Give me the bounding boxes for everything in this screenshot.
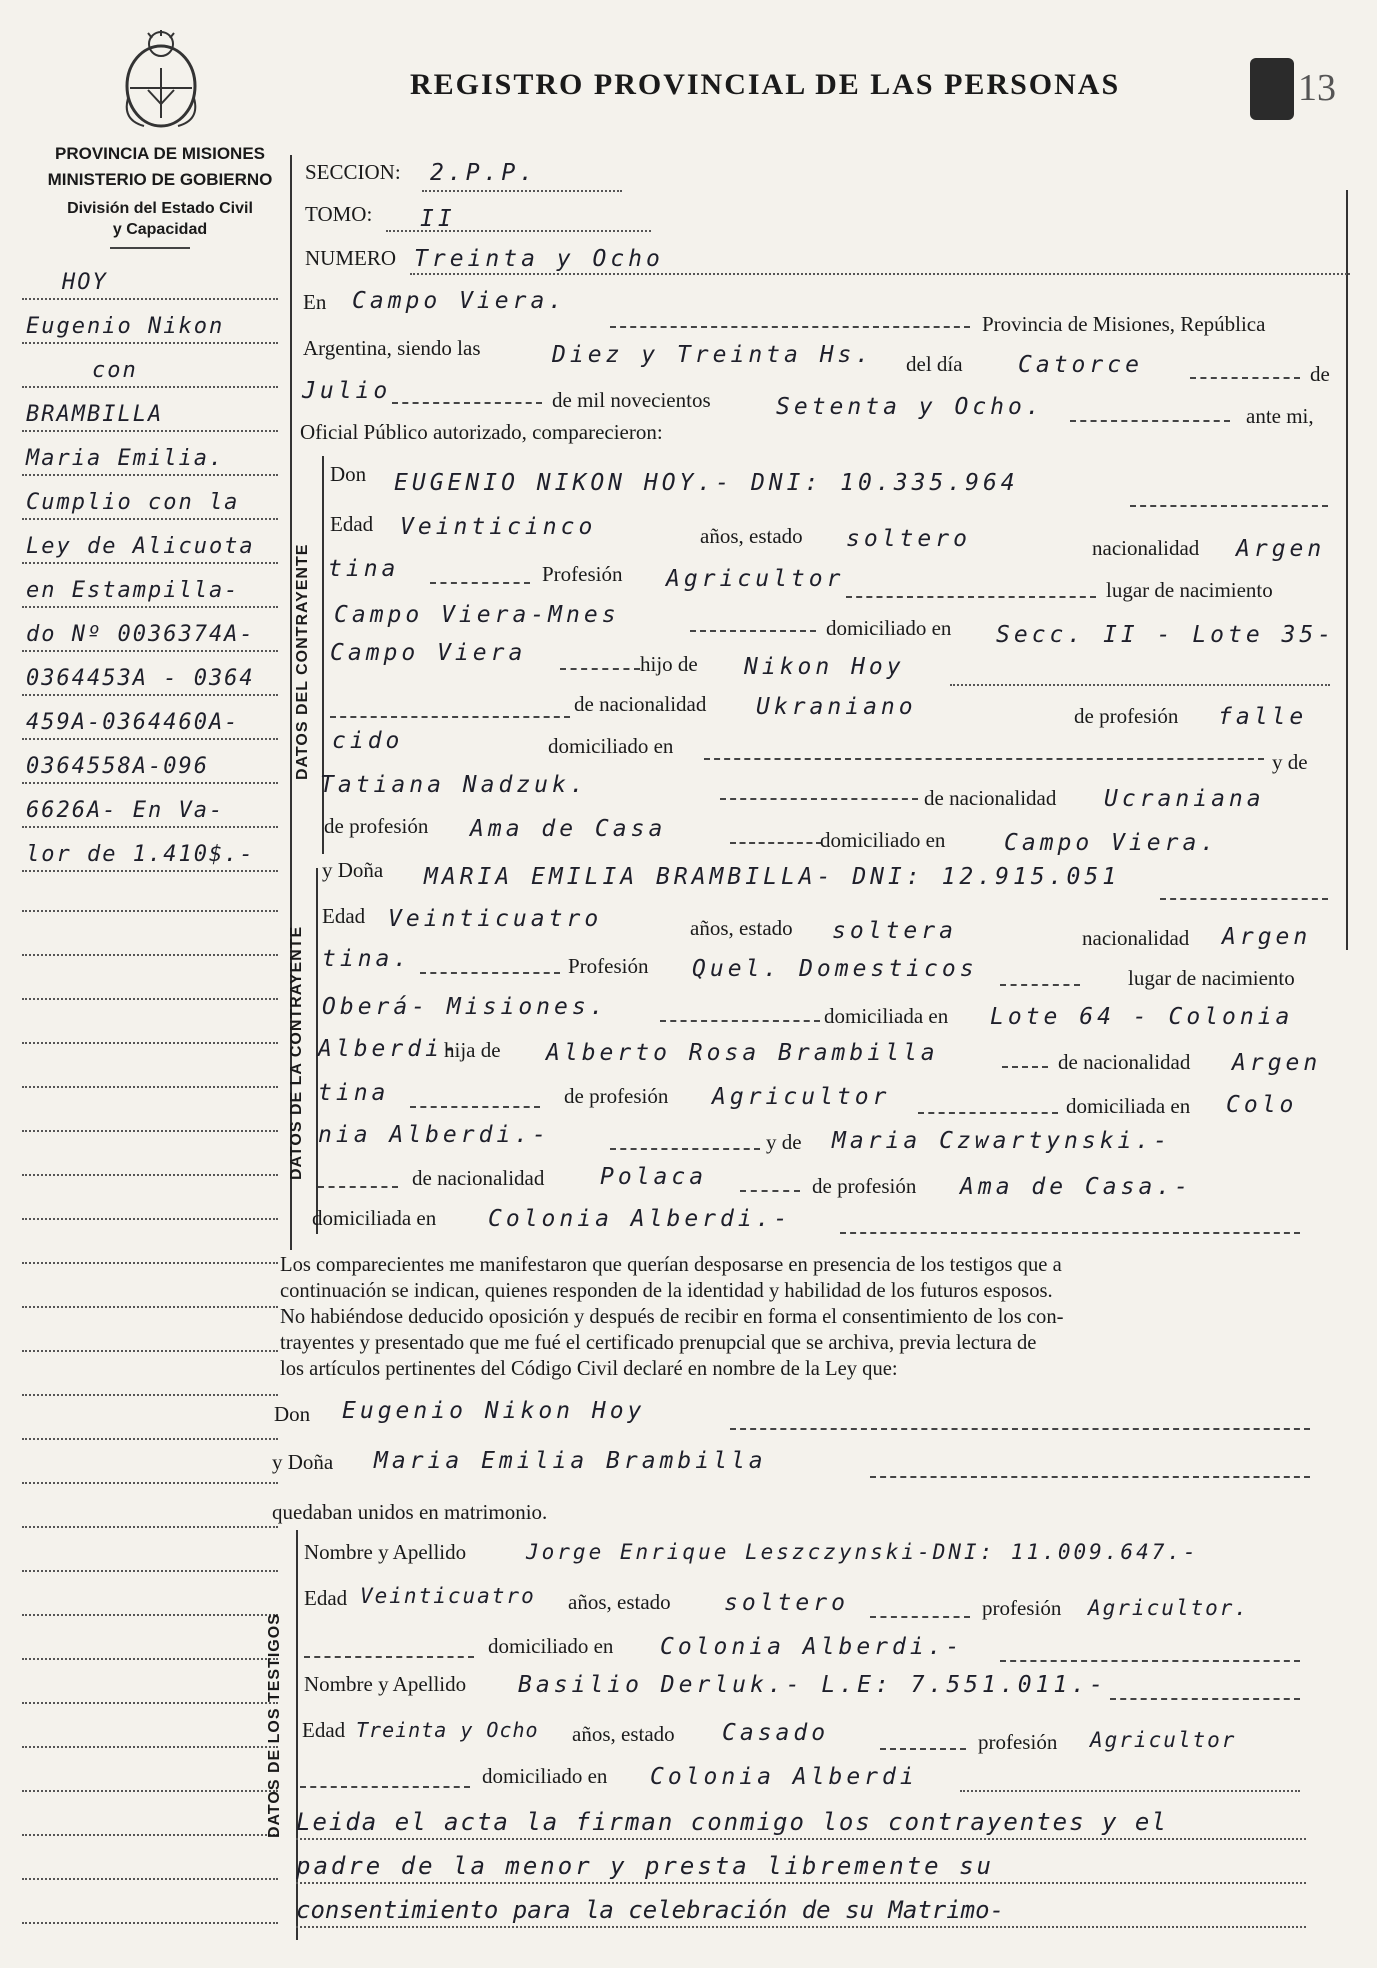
groom-nat-2: tina — [328, 556, 400, 582]
month-value: Julio — [302, 378, 392, 404]
groom-father: Nikon Hoy — [744, 654, 905, 680]
bride-father-prof-line — [918, 1112, 1058, 1114]
margin-note: do Nº 0036374A- — [22, 620, 278, 652]
groom-nat-1: Argen — [1236, 536, 1326, 562]
day-line — [1190, 377, 1300, 379]
w2-dom-prefix-line — [300, 1786, 470, 1788]
w2-age: Treinta y Ocho — [356, 1718, 539, 1742]
contrayente-section-label: DATOS DEL CONTRAYENTE — [294, 543, 311, 780]
margin-note: Eugenio Nikon — [22, 312, 278, 344]
bride-father-dom-label: domiciliada en — [1066, 1094, 1191, 1118]
w2-anos-estado: años, estado — [572, 1722, 675, 1746]
bride-age: Veinticuatro — [388, 906, 603, 932]
mother-prof-label: de profesión — [324, 814, 429, 838]
mother-prof-line — [730, 842, 822, 844]
w1-profession: Agricultor. — [1088, 1596, 1250, 1620]
birthplace-line — [690, 630, 816, 632]
groom-birthplace: Campo Viera-Mnes — [334, 602, 620, 628]
provincia-text: Provincia de Misiones, República — [982, 312, 1266, 336]
w2-address-line — [960, 1790, 1300, 1792]
year-value: Setenta y Ocho. — [776, 394, 1044, 420]
page-title: REGISTRO PROVINCIAL DE LAS PERSONAS — [410, 68, 1121, 101]
coat-of-arms-icon — [118, 28, 204, 132]
w1-domiciliado-label: domiciliado en — [488, 1634, 614, 1658]
father-dom-label: domiciliado en — [548, 734, 674, 758]
bride-birthplace: Oberá- Misiones. — [322, 994, 608, 1020]
legal-line: No habiéndose deducido oposición y después de recibir en forma el consentimiento de los con- — [280, 1306, 1064, 1328]
legal-line: Los comparecientes me manifestaron que querían desposarse en presencia de los testigos que a — [280, 1254, 1062, 1276]
nacionalidad-label: nacionalidad — [1092, 536, 1200, 560]
domiciliado-label: domiciliado en — [826, 616, 952, 640]
margin-note: HOY — [22, 268, 278, 300]
groom-age: Veinticinco — [400, 514, 597, 540]
bride-father-line — [1002, 1066, 1048, 1068]
address-line — [560, 668, 640, 670]
margin-note: en Estampilla- — [22, 576, 278, 608]
right-border — [1346, 190, 1348, 950]
bride-name: MARIA EMILIA BRAMBILLA- DNI: 12.915.051 — [424, 864, 1121, 890]
margin-note: 6626A- En Va- — [22, 796, 278, 828]
bride-mother-dom-label: domiciliada en — [312, 1206, 437, 1230]
groom-father-prof-1: falle — [1218, 704, 1308, 730]
w1-address-line — [1000, 1660, 1300, 1662]
bride-mother-nat-label: de nacionalidad — [412, 1166, 545, 1190]
bride-profession: Quel. Domesticos — [692, 956, 978, 982]
groom-status: soltero — [846, 526, 971, 552]
groom-address-1: Secc. II - Lote 35- — [996, 622, 1336, 648]
w1-name: Jorge Enrique Leszczynski-DNI: 11.009.647.- — [526, 1540, 1199, 1564]
bride-nat-2: tina. — [322, 946, 412, 972]
w1-anos-estado: años, estado — [568, 1590, 671, 1614]
numero-label: NUMERO — [305, 246, 397, 270]
groom-father-nat: Ukraniano — [756, 694, 917, 720]
margin-note: BRAMBILLA — [22, 400, 278, 432]
bride-name-line — [1160, 898, 1328, 900]
bride-father-nat-1: Argen — [1232, 1050, 1322, 1076]
legal-groom-line — [730, 1428, 1310, 1430]
closing-line — [296, 1926, 1306, 1928]
division-label-2: y Capacidad — [112, 221, 208, 238]
legal-groom: Eugenio Nikon Hoy — [342, 1398, 646, 1424]
bride-status: soltera — [832, 918, 957, 944]
w2-profesion-label: profesión — [978, 1730, 1058, 1754]
hija-label: hija de — [444, 1038, 501, 1062]
argentina-siendo: Argentina, siendo las — [303, 336, 481, 360]
w2-name: Basilio Derluk.- L.E: 7.551.011.- — [518, 1672, 1107, 1698]
groom-father-prof-2: cido — [332, 728, 404, 754]
anos-estado-label: años, estado — [700, 524, 803, 548]
bride-father-nat-2: tina — [318, 1080, 390, 1106]
page-number: 13 — [1298, 67, 1336, 109]
bride-y-de-label: y de — [766, 1130, 802, 1154]
margin-note: con — [22, 356, 278, 388]
testigos-section-label: DATOS DE LOS TESTIGOS — [266, 1613, 283, 1838]
legal-bride: Maria Emilia Brambilla — [374, 1448, 767, 1474]
ministry-label: MINISTERIO DE GOBIERNO — [47, 170, 273, 189]
bride-address-1: Lote 64 - Colonia — [990, 1004, 1294, 1030]
bride-lugar-label: lugar de nacimiento — [1128, 966, 1295, 990]
legal-dona-label: y Doña — [272, 1450, 334, 1474]
en-label: En — [303, 290, 327, 314]
margin-note: Maria Emilia. — [22, 444, 278, 476]
tomo-line — [386, 230, 651, 232]
w1-age: Veinticuatro — [360, 1584, 536, 1608]
closing-line — [296, 1882, 1306, 1884]
y-de-label: y de — [1272, 750, 1308, 774]
tomo-label: TOMO: — [305, 202, 373, 226]
bride-mother-nat-line — [740, 1190, 800, 1192]
closing-line — [296, 1838, 1306, 1840]
bride-father-prof: Agricultor — [712, 1084, 891, 1110]
day-value: Catorce — [1018, 352, 1143, 378]
w2-profession: Agricultor — [1090, 1728, 1237, 1752]
de-mil-label: de mil novecientos — [552, 388, 711, 412]
bride-address-2: Alberdi- — [318, 1036, 461, 1062]
groom-mother-nat: Ucraniana — [1104, 786, 1265, 812]
place-line — [610, 326, 970, 328]
bride-anos-estado: años, estado — [690, 916, 793, 940]
place-value: Campo Viera. — [352, 288, 567, 314]
w1-address: Colonia Alberdi.- — [660, 1634, 964, 1660]
groom-profession: Agricultor — [666, 566, 845, 592]
legal-line: trayentes y presentado que me fué el certificado prenupcial que se archiva, previa lectura de — [280, 1332, 1037, 1354]
w1-profesion-label: profesión — [982, 1596, 1062, 1620]
w2-address: Colonia Alberdi — [650, 1764, 918, 1790]
page-number-stamp — [1250, 58, 1294, 120]
nat-line — [430, 582, 530, 584]
w2-status-line — [880, 1748, 966, 1750]
groom-mother-prof: Ama de Casa — [470, 816, 667, 842]
bride-mother-nat: Polaca — [600, 1164, 708, 1190]
bride-mother-dom: Colonia Alberdi.- — [488, 1206, 792, 1232]
numero-value: Treinta y Ocho — [414, 246, 664, 272]
bride-domiciliada-label: domiciliada en — [824, 1004, 949, 1028]
w1-status-line — [870, 1616, 970, 1618]
bride-mother-prof: Ama de Casa.- — [960, 1174, 1193, 1200]
margin-note: 459A-0364460A- — [22, 708, 278, 740]
groom-name-line — [1130, 505, 1328, 507]
bride-profession-line — [1000, 984, 1080, 986]
bride-birthplace-line — [660, 1020, 820, 1022]
margin-note: lor de 1.410$.- — [22, 840, 278, 872]
bride-father-dom-2: nia Alberdi.- — [318, 1122, 551, 1148]
legal-line: continuación se indican, quienes responden de la identidad y habilidad de los futuros esposos. — [280, 1280, 1053, 1302]
margin-note: Cumplio con la — [22, 488, 278, 520]
margin-note: 0364558A-096 — [22, 752, 278, 784]
bride-father-prof-label: de profesión — [564, 1084, 669, 1108]
bride-father: Alberto Rosa Brambilla — [546, 1040, 939, 1066]
bride-father-nat-label: de nacionalidad — [1058, 1050, 1191, 1074]
quedaban-text: quedaban unidos en matrimonio. — [272, 1500, 548, 1524]
bride-nacionalidad-label: nacionalidad — [1082, 926, 1190, 950]
w2-domiciliado-label: domiciliado en — [482, 1764, 608, 1788]
mother-nat-label: de nacionalidad — [924, 786, 1057, 810]
closing-note-line: Leida el acta la firman conmigo los contrayentes y el — [296, 1808, 1168, 1836]
closing-note-line: consentimiento para la celebración de su Matrimo- — [296, 1896, 1005, 1924]
closing-note-line: padre de la menor y presta libremente su — [296, 1852, 994, 1880]
month-line — [392, 402, 542, 404]
ante-mi-label: ante mi, — [1246, 404, 1314, 428]
groom-name: EUGENIO NIKON HOY.- DNI: 10.335.964 — [394, 470, 1019, 496]
profession-line — [846, 596, 1096, 598]
del-dia-label: del día — [906, 352, 963, 376]
w2-name-line — [1110, 1698, 1300, 1700]
mother-line — [720, 798, 918, 800]
father-prefix-line — [330, 716, 570, 718]
de-label: de — [1310, 362, 1330, 386]
province-label: PROVINCIA DE MISIONES — [54, 144, 265, 163]
father-line — [950, 684, 1330, 686]
father-dom-line — [704, 758, 1264, 760]
oficial-text: Oficial Público autorizado, comparecieron: — [300, 420, 663, 444]
groom-address-2: Campo Viera — [330, 640, 527, 666]
de-nacionalidad-label: de nacionalidad — [574, 692, 707, 716]
division-label-1: División del Estado Civil — [67, 200, 253, 217]
w2-status: Casado — [722, 1720, 830, 1746]
w1-edad-label: Edad — [304, 1586, 348, 1610]
w1-status: soltero — [724, 1590, 849, 1616]
bride-nat-line — [420, 972, 560, 974]
mother-dom-label: domiciliado en — [820, 828, 946, 852]
bride-nat-1: Argen — [1222, 924, 1312, 950]
bride-mother-prof-label: de profesión — [812, 1174, 917, 1198]
w2-edad-label: Edad — [302, 1718, 346, 1742]
margin-note: Ley de Alicuota — [22, 532, 278, 564]
header-divider — [110, 247, 190, 249]
bride-father-nat-line — [410, 1106, 540, 1108]
dona-label: y Doña — [322, 858, 384, 882]
hijo-label: hijo de — [640, 652, 698, 676]
legal-don-label: Don — [274, 1402, 311, 1426]
bride-mother: Maria Czwartynski.- — [832, 1128, 1172, 1154]
de-profesion-label: de profesión — [1074, 704, 1179, 728]
bride-father-dom-line — [610, 1148, 760, 1150]
bride-mother-dom-line — [840, 1232, 1300, 1234]
lugar-label: lugar de nacimiento — [1106, 578, 1273, 602]
edad-label: Edad — [330, 512, 374, 536]
time-value: Diez y Treinta Hs. — [552, 342, 874, 368]
bride-mother-line — [318, 1186, 398, 1188]
margin-note: 0364453A - 0364 — [22, 664, 278, 696]
numero-line — [410, 273, 1350, 275]
bride-father-dom-1: Colo — [1226, 1092, 1298, 1118]
w1-nombre-label: Nombre y Apellido — [304, 1540, 467, 1564]
seccion-line — [422, 190, 622, 192]
legal-bride-line — [870, 1476, 1310, 1478]
w1-dom-prefix-line — [304, 1656, 474, 1658]
groom-mother-dom: Campo Viera. — [1004, 830, 1219, 856]
profesion-label: Profesión — [542, 562, 623, 586]
tomo-value: II — [420, 206, 456, 232]
don-label: Don — [330, 462, 367, 486]
bride-edad-label: Edad — [322, 904, 366, 928]
legal-line: los artículos pertinentes del Código Civil declaré en nombre de la Ley que: — [280, 1358, 898, 1380]
seccion-value: 2.P.P. — [430, 160, 538, 186]
year-line — [1070, 420, 1230, 422]
contrayenta-section-label: DATOS DE LA CONTRAYENTE — [288, 925, 305, 1180]
bride-profesion-label: Profesión — [568, 954, 649, 978]
w2-nombre-label: Nombre y Apellido — [304, 1672, 467, 1696]
seccion-label: SECCION: — [305, 160, 401, 184]
groom-mother: Tatiana Nadzuk. — [320, 772, 588, 798]
